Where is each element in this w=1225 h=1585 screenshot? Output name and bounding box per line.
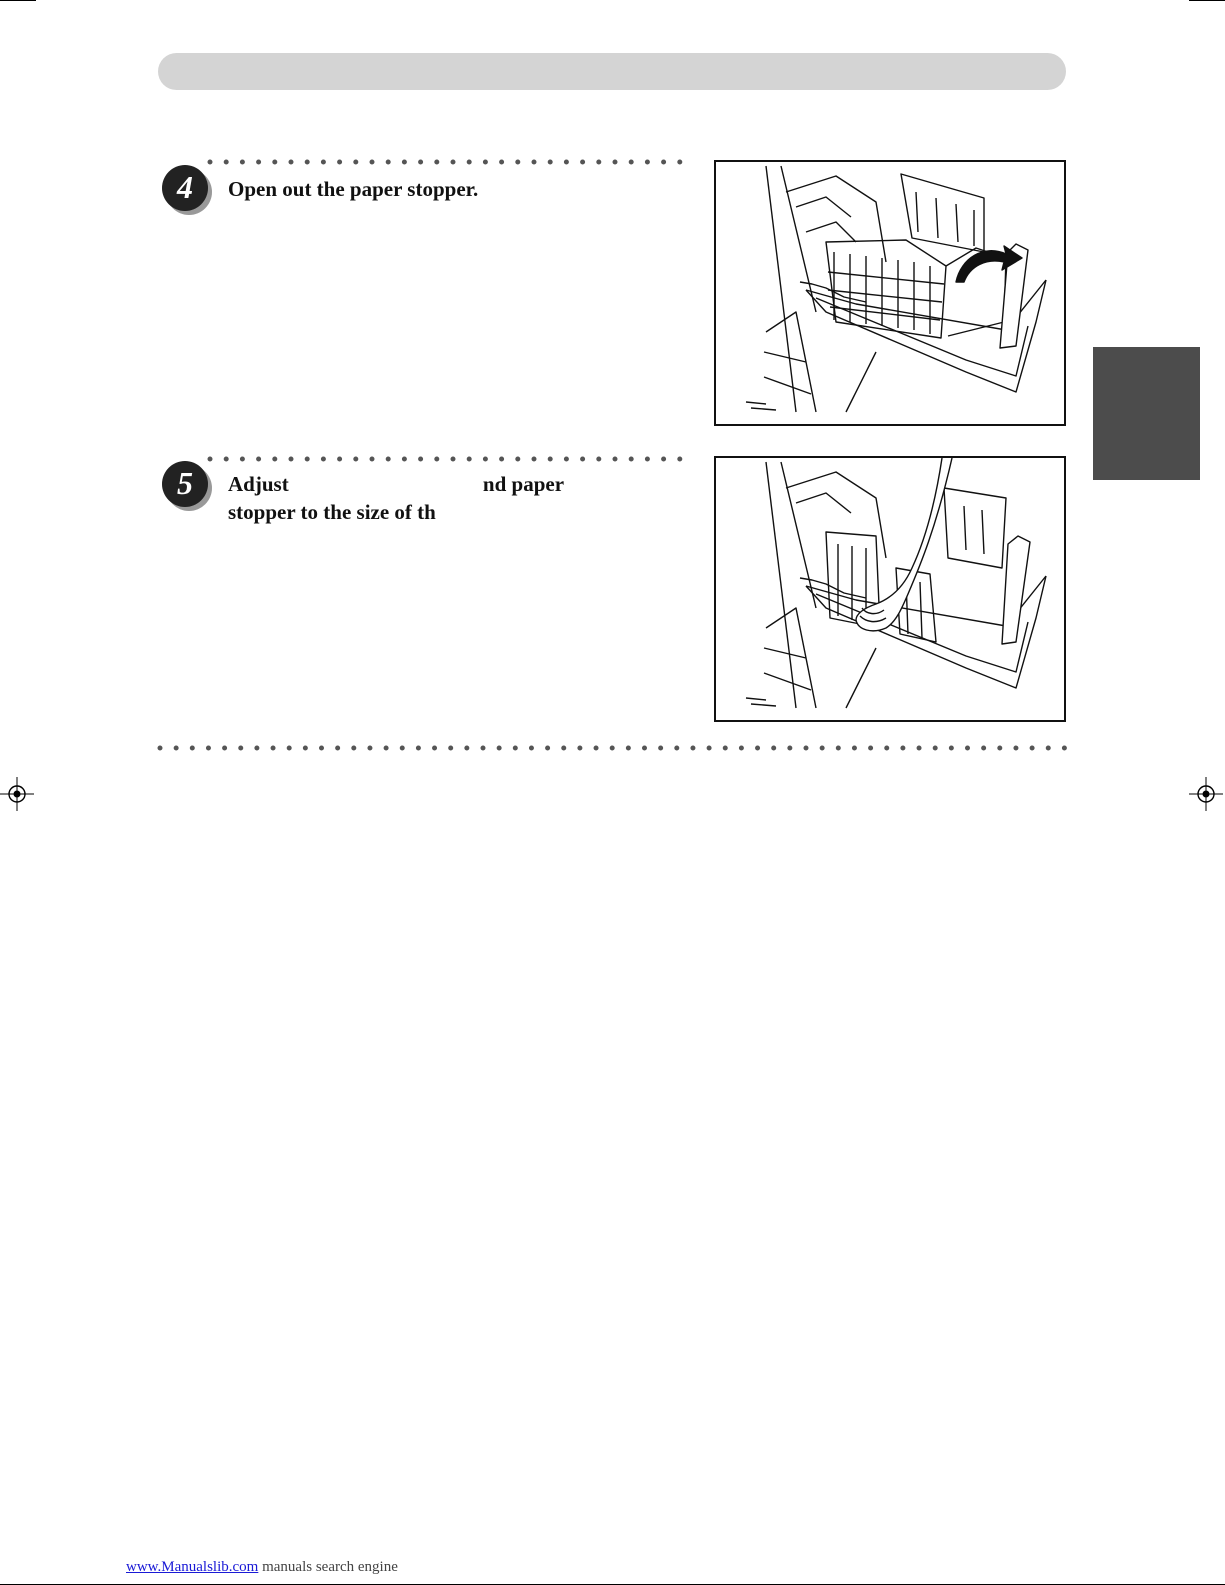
manualslib-link[interactable]: www.Manualslib.com	[126, 1559, 259, 1575]
step-4-number-badge	[161, 162, 217, 218]
crop-mark-top-right	[1189, 0, 1225, 1]
footer	[126, 1559, 398, 1576]
chapter-side-tab	[1093, 347, 1200, 480]
registration-mark-right	[1189, 777, 1223, 811]
step-4-line-1: Open out the paper stopper.	[228, 177, 479, 201]
step-5-instruction	[228, 470, 668, 526]
section-end-dotted-rule	[156, 744, 1068, 752]
svg-text:5: 5	[177, 465, 193, 501]
step-4-dotted-rule	[206, 158, 696, 166]
footer-tagline: manuals search engine	[258, 1559, 398, 1575]
step-5-illustration	[714, 456, 1066, 722]
step-5-dotted-rule	[206, 455, 696, 463]
header-bar	[158, 53, 1066, 90]
crop-mark-top-left	[0, 0, 36, 1]
svg-text:4: 4	[177, 169, 193, 205]
step-4-instruction	[228, 175, 668, 203]
step-5-line-1: Adjust nd paper	[228, 472, 565, 496]
step-4-illustration	[714, 160, 1066, 426]
registration-mark-left	[0, 777, 34, 811]
step-5-number-badge	[161, 458, 217, 514]
step-5-line-2: stopper to the size of th	[228, 500, 436, 524]
